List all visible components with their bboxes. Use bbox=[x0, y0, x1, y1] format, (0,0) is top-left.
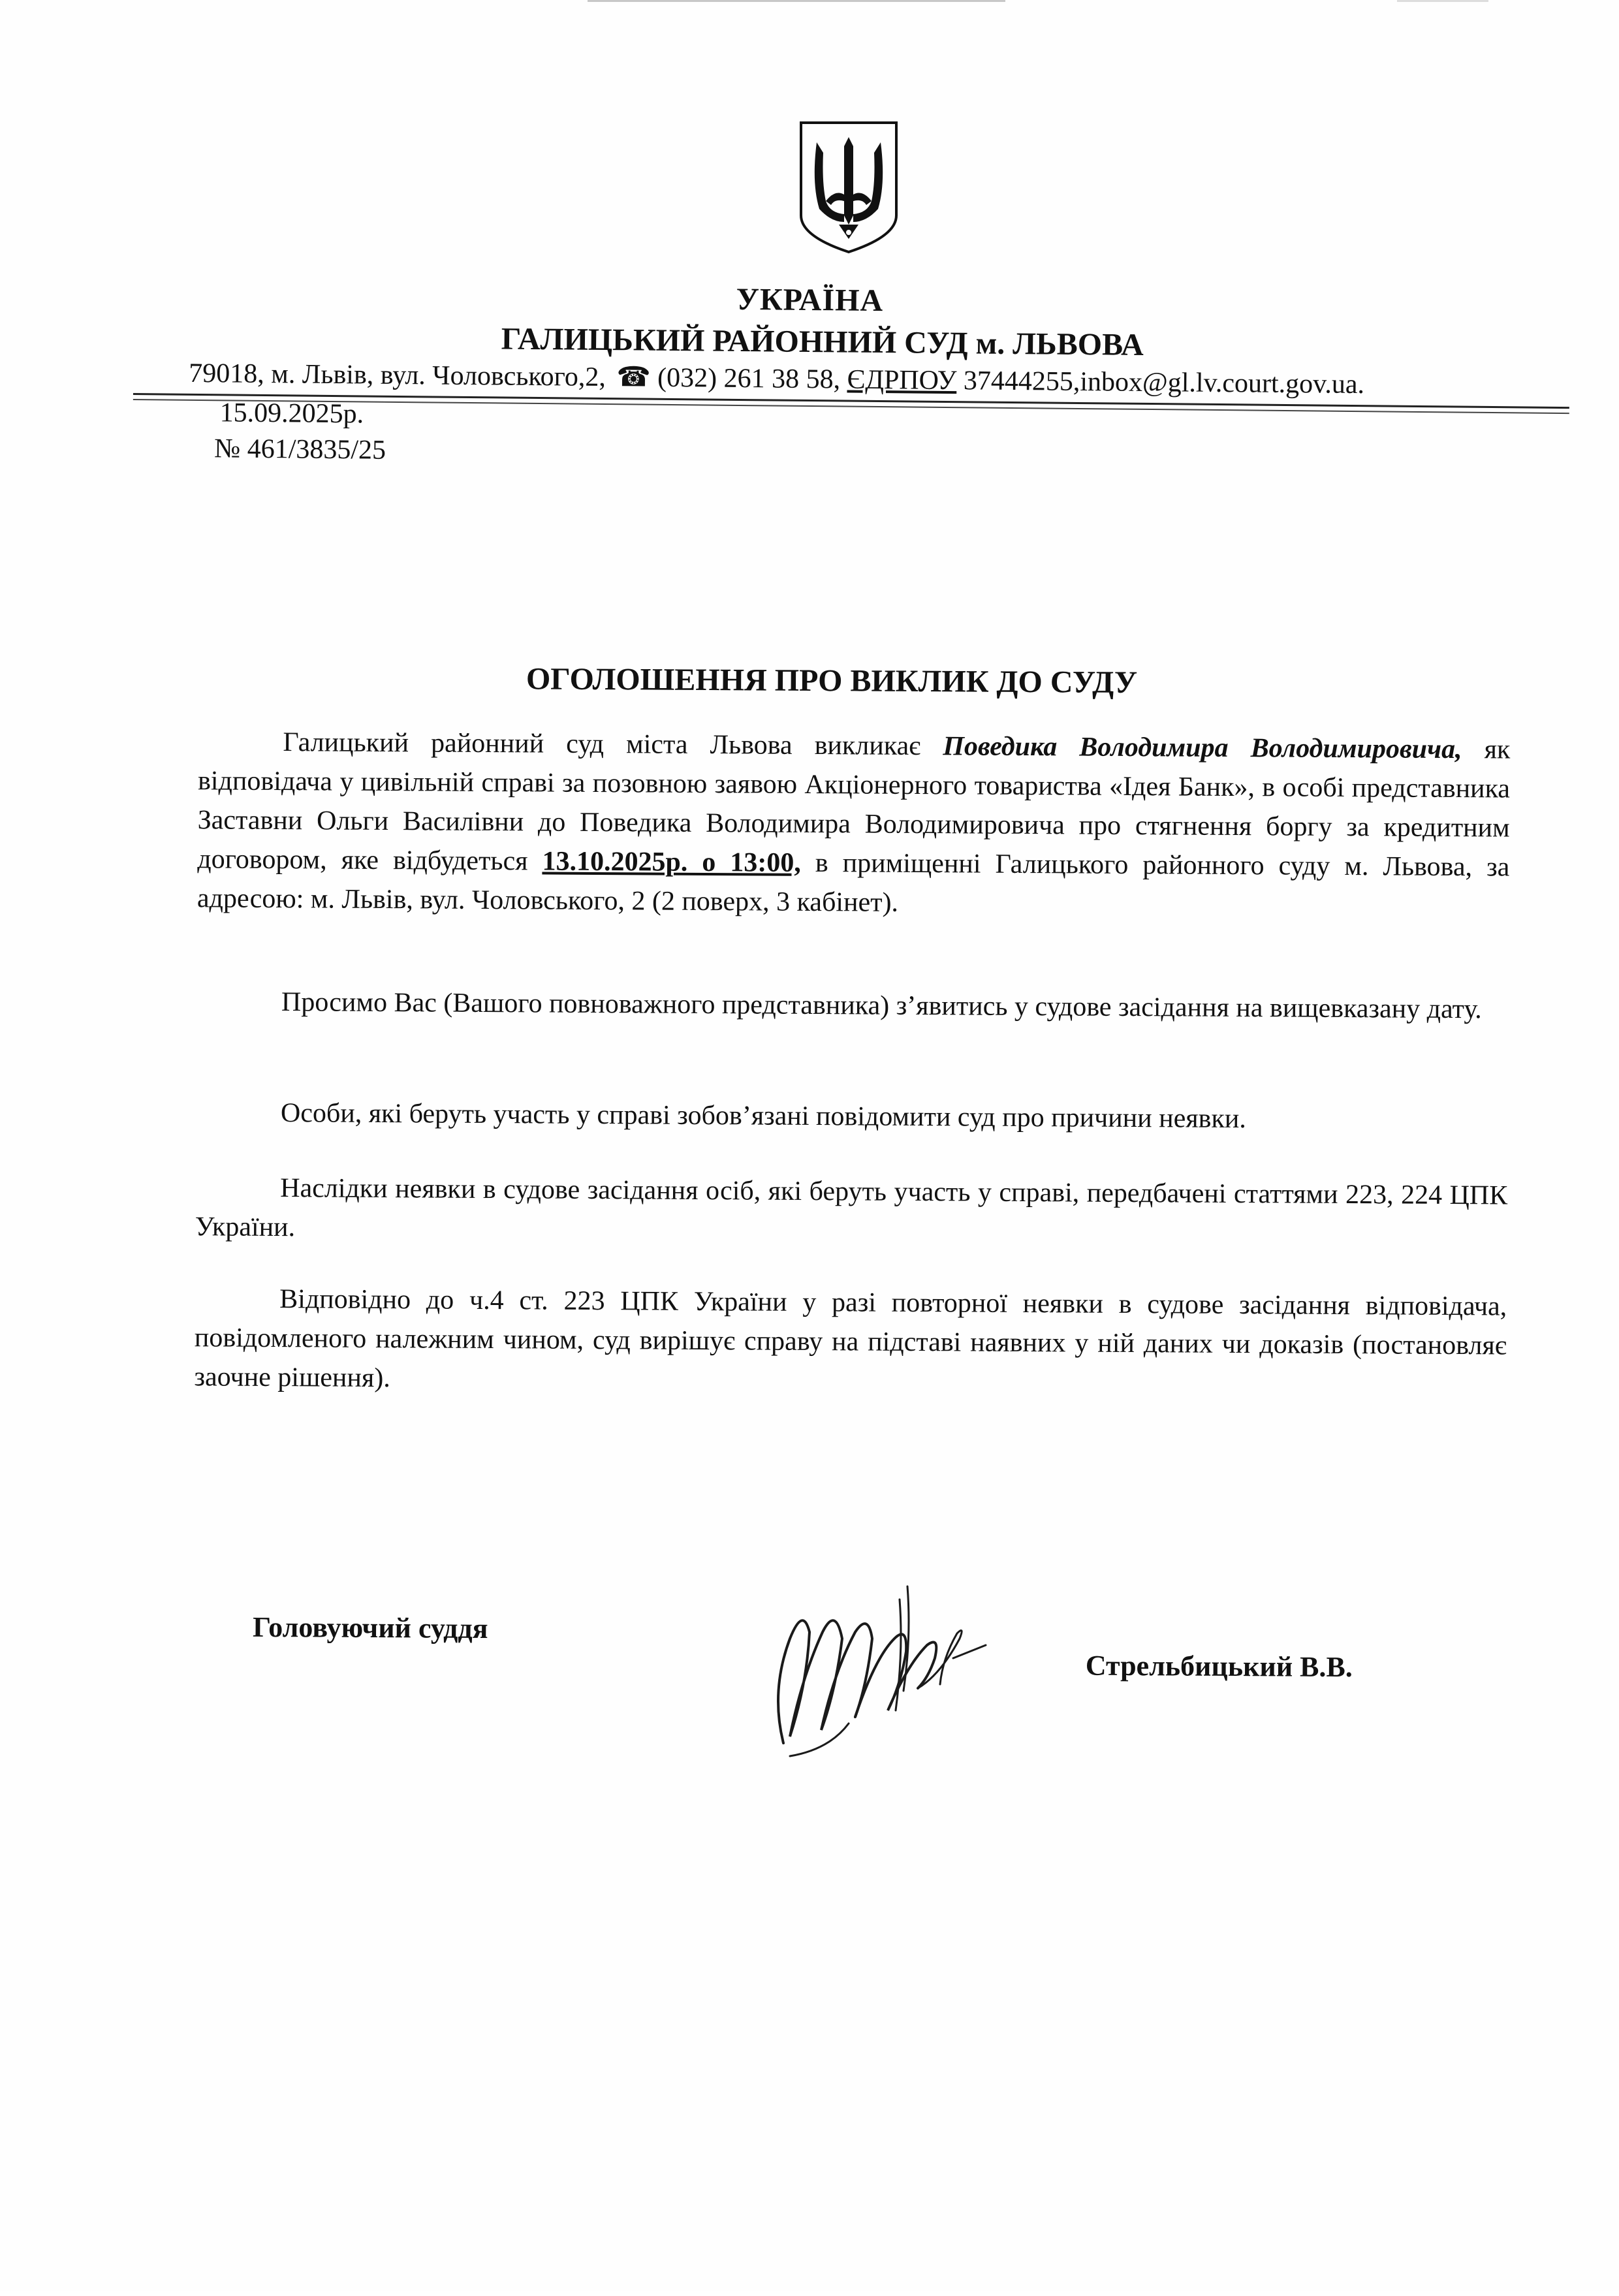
hearing-datetime: 13.10.2025р. о 13:00, bbox=[542, 846, 802, 878]
court-address: 79018, м. Львів, вул. Чоловського,2, bbox=[189, 358, 606, 393]
phone-icon: ☎ bbox=[616, 362, 651, 393]
court-name-heading: ГАЛИЦЬКИЙ РАЙОННИЙ СУД м. ЛЬВОВА bbox=[501, 321, 1144, 362]
case-number: № 461/3835/25 bbox=[213, 433, 386, 465]
notify-absence-paragraph bbox=[196, 1093, 1508, 1140]
summons-paragraph bbox=[197, 722, 1511, 926]
consequences-paragraph bbox=[195, 1168, 1508, 1254]
notify-absence-text: Особи, які беруть участь у справі зобов’язані повідомити суд про причини неявки. bbox=[280, 1098, 1246, 1135]
court-edrpou-email: 37444255,inbox@gl.lv.court.gov.ua. bbox=[963, 366, 1365, 400]
hearing-location: в приміщенні Галицького районного суду м. Львова, за адресою: м. Львів, вул. Чоловського, 2 (2 поверх, 3 кабінет). bbox=[196, 848, 1510, 918]
document-date: 15.09.2025р. bbox=[219, 398, 364, 430]
handwritten-signature-icon bbox=[744, 1560, 992, 1776]
scan-edge-mark bbox=[1397, 0, 1488, 2]
case-description: як відповідача у цивільній справі за позовною заявою Акціонерного товариства «Ідея Банк», в особі представника Заставни Ольги Василівни до Поведика Володимира Володимировича про стягнення боргу за кредитним договором, яке відбудеться bbox=[197, 734, 1511, 877]
court-phone: (032) 261 38 58, bbox=[657, 362, 841, 395]
edrpou-label: ЄДРПОУ bbox=[847, 364, 957, 396]
appearance-request-paragraph bbox=[196, 982, 1509, 1029]
document-title: ОГОЛОШЕННЯ ПРО ВИКЛИК ДО СУДУ bbox=[526, 661, 1138, 700]
default-judgment-paragraph bbox=[194, 1279, 1507, 1404]
default-judgment-text: Відповідно до ч.4 ст. 223 ЦПК України у разі повторної неявки в судове засідання відповідача, повідомленого належним чином, суд вирішує справу на підставі наявних у ній даних чи доказів (постановляє заочне рішення). bbox=[194, 1284, 1507, 1394]
summons-intro: Галицький районний суд міста Львова викликає bbox=[283, 727, 921, 762]
presiding-judge-title: Головуючий суддя bbox=[252, 1611, 488, 1645]
judge-name: Стрельбицький В.В. bbox=[1085, 1649, 1353, 1684]
appearance-request-text: Просимо Вас (Вашого повноважного представника) з’явитись у судове засідання на вищевказану дату. bbox=[281, 987, 1482, 1025]
country-heading: УКРАЇНА bbox=[736, 281, 884, 319]
defendant-name: Поведика Володимира Володимировича, bbox=[943, 731, 1462, 765]
consequences-text: Наслідки неявки в судове засідання осіб, які беруть участь у справі, передбачені статтями 223, 224 ЦПК України. bbox=[195, 1173, 1508, 1243]
